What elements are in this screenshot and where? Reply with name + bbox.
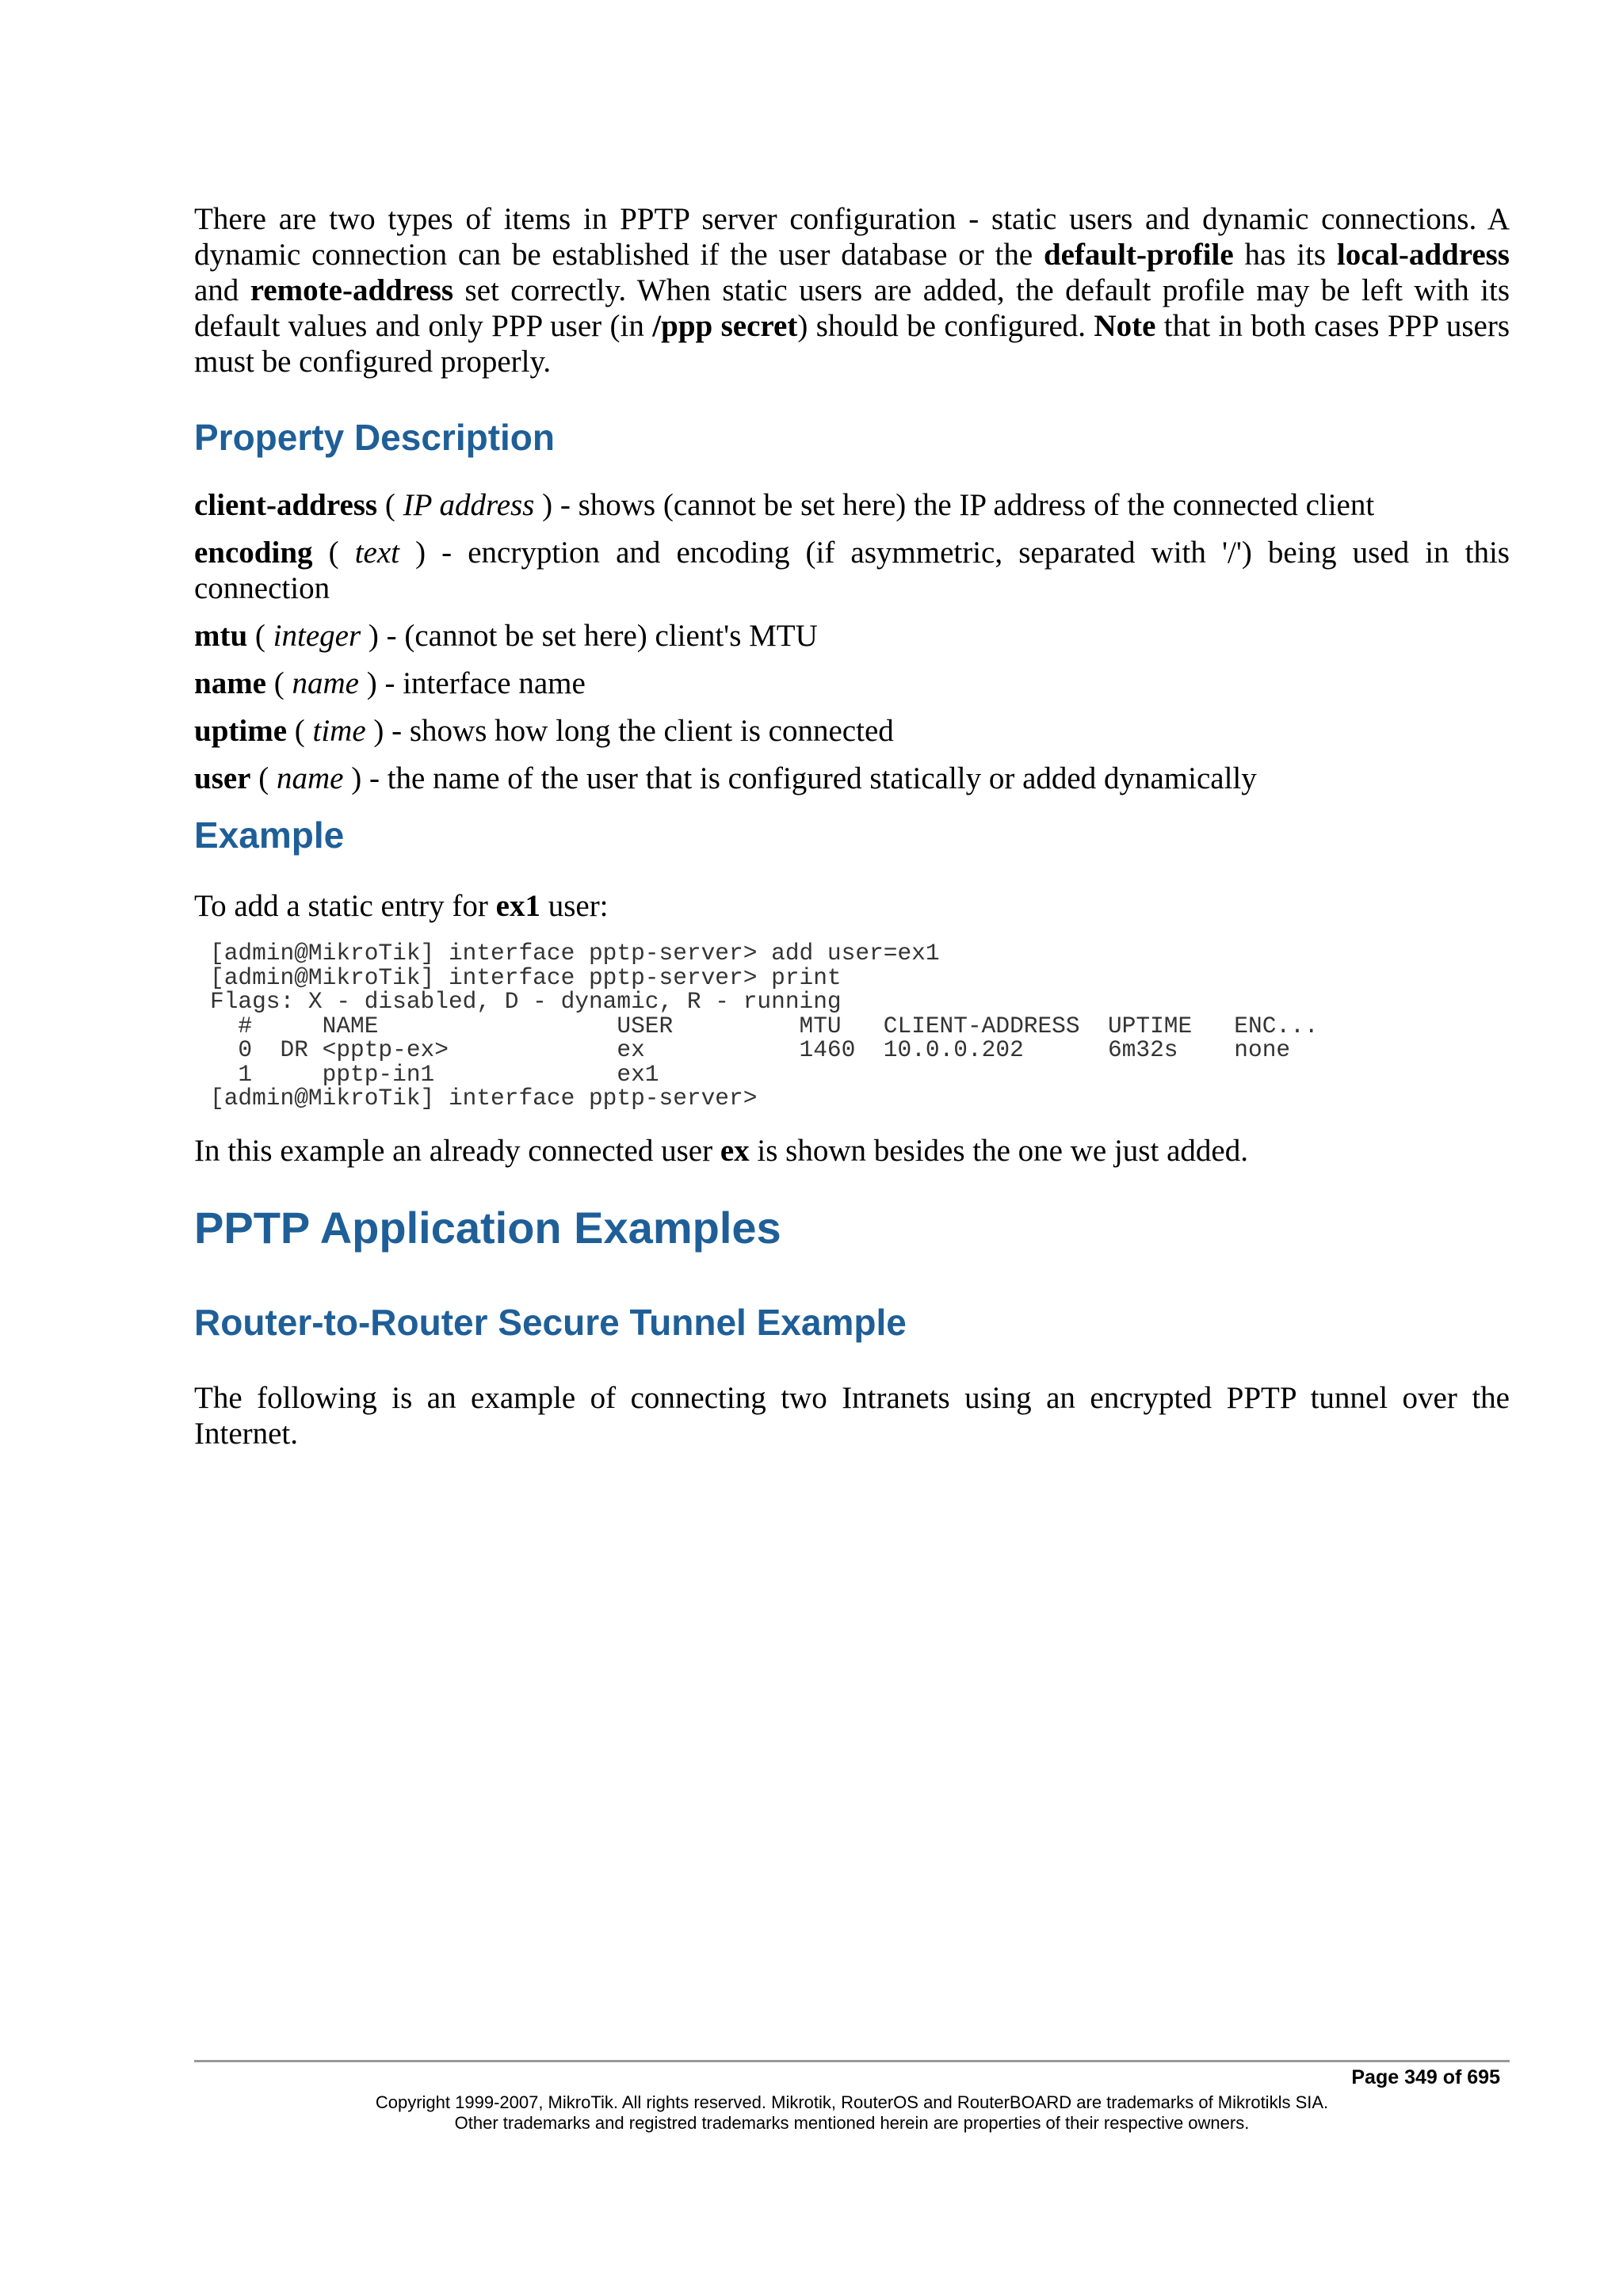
intro-bold-default-profile: default-profile [1043,238,1234,272]
example-intro-bold: ex1 [495,889,540,923]
property-item-mtu: mtu ( integer ) - (cannot be set here) client's MTU [194,619,818,653]
property-item-uptime: uptime ( time ) - shows how long the client is connected [194,714,894,748]
intro-bold-ppp-secret: /ppp secret [652,309,798,343]
example-outro [194,1133,1510,1169]
property-type: time [312,714,366,748]
copyright-line-2: Other trademarks and registred trademarks mentioned herein are properties of their respective owners. [454,2113,1250,2133]
property-name: mtu [194,619,248,653]
intro-text-3: and [194,273,250,307]
example-outro-bold: ex [720,1133,750,1168]
example-intro [194,888,1510,924]
example-heading: Example [194,814,345,856]
footer [194,2066,1510,2134]
property-item-client-address: client-address ( IP address ) - shows (cannot be set here) the IP address of the connected client [194,488,1375,522]
intro-bold-note: Note [1094,309,1156,343]
intro-text-5: ) should be configured. [797,309,1094,343]
property-name: encoding [194,536,313,570]
property-name: client-address [194,488,378,522]
copyright-line-1: Copyright 1999-2007, MikroTik. All rights reserved. Mikrotik, RouterOS and RouterBOARD are trademarks of Mikrotikls SIA. [375,2092,1329,2112]
page-content [194,198,1510,1451]
intro-text-2: has its [1233,238,1337,272]
intro-paragraph [194,201,1510,379]
code-block: [admin@MikroTik] interface pptp-server> add user=ex1 [admin@MikroTik] interface pptp-server> print Flags: X - disabled, D - dynamic, R - running # NAME USER MTU CLIENT-ADDRESS UPTIME ENC... 0 DR <pptp-ex> ex 1460 10.0.0.202 6m32s none 1 pptp-in1 ex1 [admin@MikroTik] interface pptp-server> [210,940,1319,1112]
example-intro-text: To add a static entry for [194,889,496,923]
example-outro-text: In this example an already connected user [194,1133,720,1168]
property-description-heading: Property Description [194,417,555,458]
property-item-user: user ( name ) - the name of the user that is configured statically or added dynamically [194,761,1257,795]
intro-text-1: There are two types of items in PPTP server configuration - static users and dynamic connections. A dynamic connection can be established if the user database or the [194,202,1510,272]
property-desc: ) - the name of the user that is configured statically or added dynamically [343,761,1257,795]
page-number: Page 349 of 695 [1351,2066,1500,2088]
property-type: IP address [403,488,535,522]
intro-bold-remote-address: remote-address [250,273,454,307]
property-name: uptime [194,714,287,748]
property-item-name: name ( name ) - interface name [194,666,586,700]
property-type: name [292,666,359,700]
router-text: The following is an example of connecting two Intranets using an encrypted PPTP tunnel over the Internet. [194,1380,1510,1451]
example-intro-text-2: user: [540,889,609,923]
intro-bold-local-address: local-address [1336,238,1510,272]
property-name: user [194,761,251,795]
property-name: name [194,666,266,700]
router-to-router-heading: Router-to-Router Secure Tunnel Example [194,1301,907,1343]
property-desc: ) - encryption and encoding (if asymmetric, separated with '/') being used in this connection [194,536,1510,605]
intro-text-6: that in both cases PPP users must be configured properly. [194,309,1510,379]
property-type: name [277,761,344,795]
property-desc: ) - interface name [358,666,586,700]
property-type: text [354,536,399,570]
property-item-encoding: encoding ( text ) - encryption and encoding (if asymmetric, separated with '/') being used in this connection [194,536,1510,605]
property-type: integer [273,619,361,653]
intro-text-4: set correctly. When static users are added, the default profile may be left with its default values and only PPP user (in [194,273,1510,343]
footer-divider [194,2060,1510,2062]
pptp-application-examples-heading: PPTP Application Examples [194,1202,781,1253]
property-desc: ) - shows how long the client is connected [365,714,894,748]
property-list [194,487,1510,796]
property-desc: ) - (cannot be set here) client's MTU [361,619,818,653]
example-outro-text-2: is shown besides the one we just added. [749,1133,1248,1168]
property-desc: ) - shows (cannot be set here) the IP address of the connected client [534,488,1375,522]
